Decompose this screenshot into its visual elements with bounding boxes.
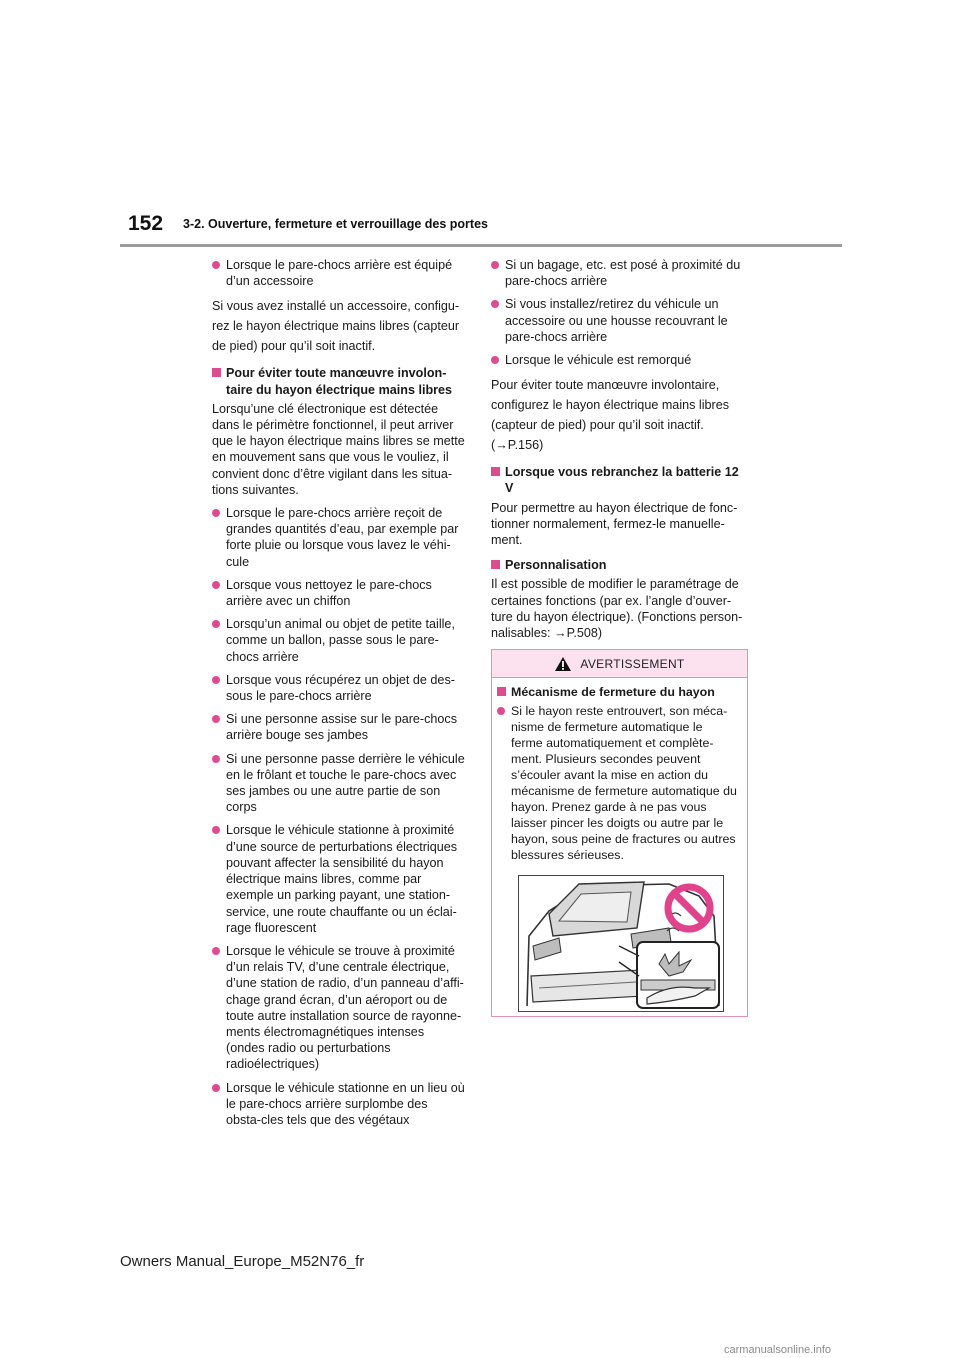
watermark: carmanualsonline.info	[724, 1344, 832, 1356]
subsection-heading: Pour éviter toute manœuvre involon-taire du hayon électrique mains libres	[212, 365, 466, 397]
warning-heading: Mécanisme de fermeture du hayon	[497, 684, 737, 700]
section-title: 3-2. Ouverture, fermeture et verrouillage des portes	[183, 217, 488, 231]
manual-name: Owners Manual_Europe_M52N76_fr	[120, 1253, 365, 1270]
bullet-item: Lorsque vous récupérez un objet de des-sous le pare-chocs arrière	[212, 672, 466, 704]
bullet-item: Si une personne passe derrière le véhicule en le frôlant et touche le pare-chocs avec ses jambes ou une autre partie de son corps	[212, 751, 466, 816]
warning-text: Si le hayon reste entrouvert, son méca-nisme de fermeture automatique le ferme automatiquement et complète-ment. Plusieurs secondes peuvent s’écouler avant la mise en action du mécanisme de fermeture automatique du hayon. Prenez garde à ne pas vous laisser pincer les doigts ou autre par le hayon, sous peine de fractures ou autres blessures sérieuses.	[497, 703, 737, 863]
paragraph-line: Si vous avez installé un accessoire, configu-	[212, 299, 460, 314]
subsection-heading: Personnalisation	[491, 557, 745, 573]
bullet-item: Lorsque le pare-chocs arrière reçoit de grandes quantités d’eau, par exemple par forte pluie ou lorsque vous lavez le véhi-cule	[212, 505, 466, 570]
subsection-heading: Lorsque vous rebranchez la batterie 12 V	[491, 464, 745, 496]
bullet-item: Lorsque le véhicule se trouve à proximité d’un relais TV, d’une centrale électrique, d’une station de radio, d’un panneau d’affi-chage grand écran, d’un aéroport ou de toute autre installation source de rayonne-ments électromagnétiques intenses (ondes radio ou perturbations radioélectriques)	[212, 943, 466, 1073]
left-column	[212, 257, 466, 1135]
paragraph	[212, 296, 466, 356]
paragraph-line: configurez le hayon électrique mains libres	[491, 398, 730, 413]
warning-box	[491, 649, 748, 1017]
bullet-item: Si un bagage, etc. est posé à proximité du pare-chocs arrière	[491, 257, 745, 289]
paragraph-line: de pied) pour qu’il soit inactif.	[212, 339, 376, 354]
paragraph-line: Pour éviter toute manœuvre involontaire,	[491, 378, 720, 393]
bullet-item: Lorsqu’un animal ou objet de petite taille, comme un ballon, passe sous le pare-chocs arrière	[212, 616, 466, 665]
bullet-item: Si une personne assise sur le pare-chocs arrière bouge ses jambes	[212, 711, 466, 743]
paragraph	[491, 375, 745, 455]
right-column	[491, 257, 745, 648]
warning-body	[492, 678, 747, 863]
page-number: 152	[128, 212, 164, 235]
page-reference: (→P.156)	[491, 438, 544, 453]
bullet-item: Lorsque le véhicule stationne à proximité d’une source de perturbations électriques pouvant affecter la sensibilité du hayon électrique mains libres, comme par exemple un parking payant, une station-service, une route chauffante ou un éclai-rage fluorescent	[212, 822, 466, 935]
prohibition-icon	[663, 882, 715, 934]
paragraph: Pour permettre au hayon électrique de fonc-tionner normalement, fermez-le manuelle-ment.	[491, 500, 738, 548]
header-rule	[120, 244, 842, 247]
bullet-item: Lorsque le véhicule stationne en un lieu où le pare-chocs arrière surplombe des obsta-cles tels que des végétaux	[212, 1080, 466, 1129]
bullet-item: Lorsque vous nettoyez le pare-chocs arrière avec un chiffon	[212, 577, 466, 609]
paragraph: Il est possible de modifier le paramétrage de certaines fonctions (par ex. l’angle d’ouver-ture du hayon électrique). (Fonctions person-nalisables: →P.508)	[491, 577, 743, 641]
paragraph: Lorsqu’une clé électronique est détectée dans le périmètre fonctionnel, il peut arriver que le hayon électrique mains libres se mette en mouvement sans que vous le vouliez, il convient donc d’être vigilant dans les situa-tions suivantes.	[212, 401, 465, 497]
paragraph-line: rez le hayon électrique mains libres (capteur	[212, 319, 460, 334]
warning-header	[492, 650, 747, 678]
warning-triangle-icon	[554, 656, 572, 672]
bullet-item: Lorsque le pare-chocs arrière est équipé d’un accessoire	[212, 257, 466, 289]
tailgate-illustration	[518, 875, 724, 1012]
paragraph-line: (capteur de pied) pour qu’il soit inactif.	[491, 418, 704, 433]
bullet-item: Lorsque le véhicule est remorqué	[491, 352, 745, 368]
warning-title: AVERTISSEMENT	[580, 656, 685, 671]
bullet-item: Si vous installez/retirez du véhicule un accessoire ou une housse recouvrant le pare-chocs arrière	[491, 296, 745, 345]
